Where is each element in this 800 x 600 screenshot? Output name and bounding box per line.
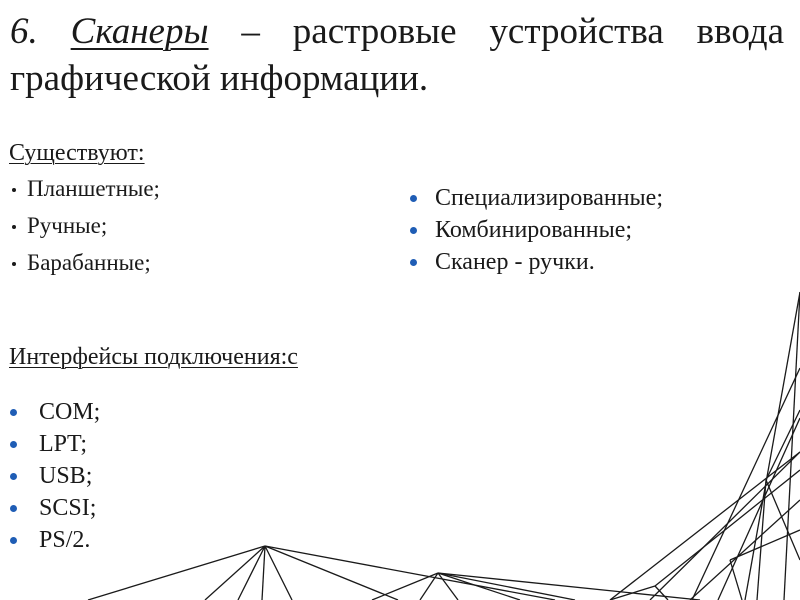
list-item-label: Специализированные;: [435, 185, 663, 211]
title-accent: Сканеры: [70, 11, 209, 52]
list-item: [7, 428, 100, 460]
bullet-icon: [410, 227, 417, 234]
title-number: 6.: [10, 11, 38, 52]
bullet-icon: [10, 409, 17, 416]
list-item-label: LPT;: [39, 431, 88, 457]
list-item: [7, 524, 100, 556]
bullet-icon: [10, 505, 17, 512]
slide-title: [10, 8, 784, 102]
list-item: [7, 492, 100, 524]
list-item: Барабанные;: [9, 248, 160, 285]
bullet-icon: [410, 259, 417, 266]
list-item-label: SCSI;: [39, 495, 97, 521]
list-item-label: COM;: [39, 399, 101, 425]
list-item-label: Комбинированные;: [435, 217, 633, 243]
bullet-icon: [10, 441, 17, 448]
types-list-right: [407, 182, 663, 278]
interfaces-label: Интерфейсы подключения:с: [9, 344, 298, 370]
list-item: [407, 246, 663, 278]
interfaces-list: [7, 396, 100, 556]
list-item: Планшетные;: [9, 174, 160, 211]
bullet-icon: [410, 195, 417, 202]
list-item-label: PS/2.: [39, 527, 91, 553]
types-label: Существуют:: [9, 140, 145, 166]
list-item: [7, 460, 100, 492]
list-item: Ручные;: [9, 211, 160, 248]
bullet-icon: [10, 473, 17, 480]
list-item: [407, 182, 663, 214]
types-list-left: [9, 174, 160, 285]
bullet-icon: [10, 537, 17, 544]
list-item-label: USB;: [39, 463, 93, 489]
title-rest: – растровые устройства ввода графической информации.: [10, 11, 784, 99]
list-item-label: Сканер - ручки.: [435, 249, 595, 275]
list-item: [7, 396, 100, 428]
list-item: [407, 214, 663, 246]
